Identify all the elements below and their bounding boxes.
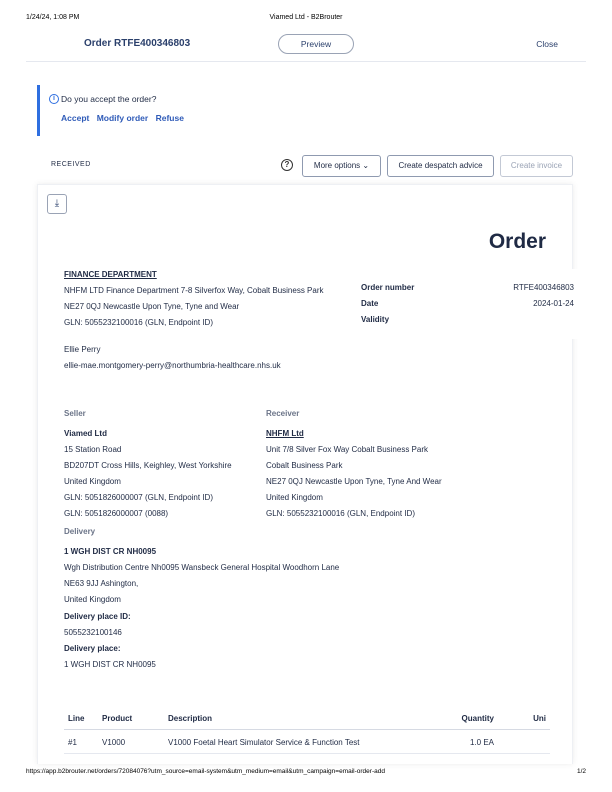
row-line: #1 — [64, 730, 98, 754]
row-description: V1000 Foetal Heart Simulator Service & Function Test — [164, 730, 418, 754]
buyer-gln: GLN: 5055232100016 (GLN, Endpoint ID) — [64, 318, 213, 327]
receiver-line4: United Kingdom — [266, 493, 323, 502]
table-row — [64, 730, 550, 754]
create-despatch-advice-button[interactable]: Create despatch advice — [387, 155, 494, 177]
contact-email[interactable]: ellie-mae.montgomery-perry@northumbria-healthcare.nhs.uk — [64, 361, 281, 370]
contact-name: Ellie Perry — [64, 345, 101, 354]
close-button[interactable]: Close — [536, 39, 558, 49]
buyer-address-line2: NE27 0QJ Newcastle Upon Tyne, Tyne and Wear — [64, 302, 240, 311]
order-title: Order RTFE400346803 — [84, 38, 191, 49]
row-product: V1000 — [98, 730, 164, 754]
receiver-heading: Receiver — [266, 409, 300, 418]
buyer-department: FINANCE DEPARTMENT — [64, 270, 157, 279]
refuse-link[interactable]: Refuse — [155, 113, 184, 123]
delivery-place-id-label: Delivery place ID: — [64, 612, 131, 621]
receiver-line5: GLN: 5055232100016 (GLN, Endpoint ID) — [266, 509, 415, 518]
help-icon[interactable]: ? — [281, 159, 293, 171]
order-number-label: Order number — [361, 283, 415, 292]
print-url: https://app.b2brouter.net/orders/72084076?utm_source=email-system&utm_medium=email&utm_campaign=email-order-add — [26, 768, 385, 775]
table-header-row — [64, 710, 550, 730]
seller-line1: 15 Station Road — [64, 445, 122, 454]
info-icon: i — [49, 94, 59, 104]
receiver-line1: Unit 7/8 Silver Fox Way Cobalt Business Park — [266, 445, 428, 454]
modify-order-link[interactable]: Modify order — [96, 113, 149, 123]
accept-actions — [61, 113, 189, 123]
seller-heading: Seller — [64, 409, 86, 418]
order-meta — [354, 269, 584, 339]
seller-line2: BD207DT Cross Hills, Keighley, West Yorkshire — [64, 461, 232, 470]
col-product: Product — [98, 710, 164, 730]
order-top-bar — [26, 32, 586, 62]
accept-question: Do you accept the order? — [61, 94, 157, 104]
create-invoice-button[interactable]: Create invoice — [500, 155, 573, 177]
buyer-address-line1: NHFM LTD Finance Department 7-8 Silverfox Way, Cobalt Business Park — [64, 286, 324, 295]
accept-order-prompt — [37, 85, 585, 136]
status-badge: RECEIVED — [51, 161, 91, 168]
delivery-name: 1 WGH DIST CR NH0095 — [64, 547, 157, 556]
validity-label: Validity — [361, 315, 390, 324]
receiver-name[interactable]: NHFM Ltd — [266, 429, 304, 438]
print-header — [26, 14, 586, 24]
order-document — [37, 184, 573, 764]
delivery-place-id: 5055232100146 — [64, 628, 122, 637]
col-quantity: Quantity — [418, 710, 498, 730]
seller-line3: United Kingdom — [64, 477, 121, 486]
row-unit — [498, 730, 550, 754]
delivery-line1: Wgh Distribution Centre Nh0095 Wansbeck General Hospital Woodhorn Lane — [64, 563, 340, 572]
row-quantity: 1.0 EA — [418, 730, 498, 754]
date-value: 2024-01-24 — [533, 299, 574, 308]
order-toolbar — [37, 155, 586, 177]
seller-line5: GLN: 5051826000007 (0088) — [64, 509, 169, 518]
print-footer — [26, 768, 586, 778]
chevron-down-icon: ⌄ — [362, 161, 370, 170]
col-unit: Uni — [498, 710, 550, 730]
print-page-number: 1/2 — [576, 768, 586, 775]
seller-line4: GLN: 5051826000007 (GLN, Endpoint ID) — [64, 493, 213, 502]
date-label: Date — [361, 299, 379, 308]
col-description: Description — [164, 710, 418, 730]
col-line: Line — [64, 710, 98, 730]
delivery-place-label: Delivery place: — [64, 644, 121, 653]
seller-name: Viamed Ltd — [64, 429, 107, 438]
print-page-title: Viamed Ltd - B2Brouter — [269, 14, 343, 21]
receiver-line3: NE27 0QJ Newcastle Upon Tyne, Tyne And Wear — [266, 477, 442, 486]
receiver-line2: Cobalt Business Park — [266, 461, 343, 470]
accept-link[interactable]: Accept — [61, 113, 90, 123]
delivery-line3: United Kingdom — [64, 595, 121, 604]
print-date: 1/24/24, 1:08 PM — [26, 14, 80, 21]
more-options-label: More options — [313, 161, 361, 170]
delivery-place: 1 WGH DIST CR NH0095 — [64, 660, 156, 669]
order-number-value: RTFE400346803 — [513, 283, 574, 292]
document-title: Order — [488, 230, 546, 253]
more-options-button[interactable] — [302, 155, 381, 177]
download-icon[interactable]: ⤓ — [47, 194, 67, 214]
delivery-line2: NE63 9JJ Ashington, — [64, 579, 139, 588]
delivery-heading: Delivery — [64, 527, 96, 536]
order-lines-table — [64, 710, 550, 754]
preview-button[interactable]: Preview — [278, 34, 354, 54]
